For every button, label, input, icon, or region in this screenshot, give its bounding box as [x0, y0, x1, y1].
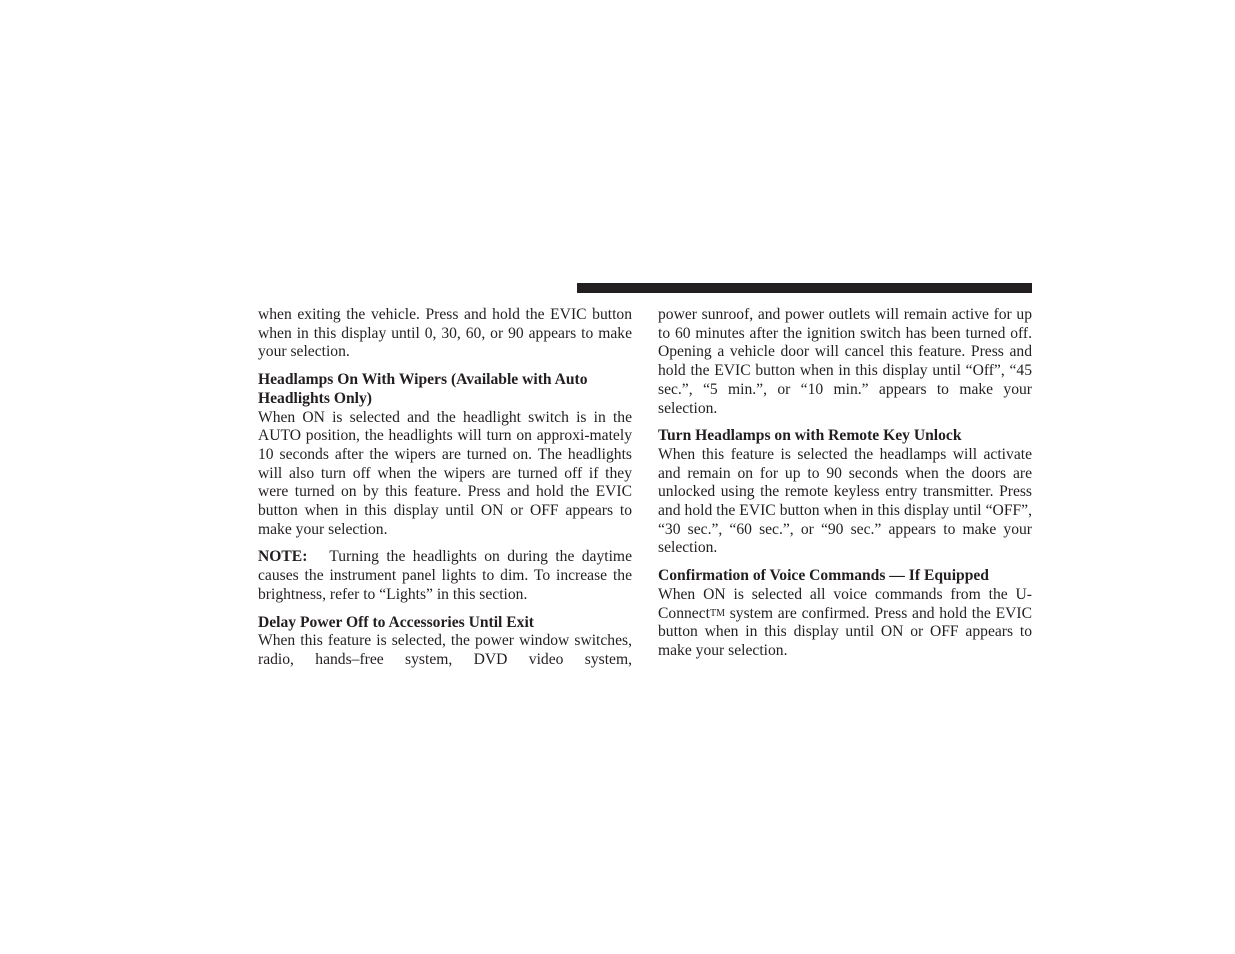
- delay-power-section: [258, 614, 632, 670]
- note-paragraph: [258, 548, 632, 604]
- remote-key-heading: Turn Headlamps on with Remote Key Unlock: [658, 427, 962, 445]
- voice-commands-heading: Confirmation of Voice Commands — If Equipped: [658, 567, 989, 585]
- section-header-rule: [577, 283, 1032, 293]
- remote-key-section: [658, 427, 1032, 558]
- headlamps-wipers-body: When ON is selected and the headlight switch is in the AUTO position, the headlights will turn on approxi-mately 10 seconds after the wipers are turned on. The headlights will also turn off when the wipers are turned off if they were turned on by this feature. Press and hold the EVIC button when in this display until ON or OFF appears to make your selection.: [258, 408, 632, 538]
- delay-power-heading: Delay Power Off to Accessories Until Exit: [258, 613, 535, 631]
- note-label: NOTE:: [258, 548, 308, 566]
- voice-commands-section: [658, 567, 1032, 661]
- note-text: Turning the headlights on during the daytime causes the instrument panel lights to dim. To increase the brightness, refer to “Lights” in this section.: [258, 548, 632, 603]
- right-column: [658, 306, 1032, 670]
- headlamps-wipers-section: [258, 371, 632, 539]
- intro-paragraph: when exiting the vehicle. Press and hold the EVIC button when in this display until 0, 30, 60, or 90 appears to make your selection.: [258, 306, 632, 361]
- continuation-paragraph: power sunroof, and power outlets will remain active for up to 60 minutes after the ignition switch has been turned off. Opening a vehicle door will cancel this feature. Press and hold the EVIC button when in this display until “Off”, “45 sec.”, “5 min.”, or “10 min.” appears to make your selection.: [658, 306, 1032, 417]
- remote-key-body: When this feature is selected the headlamps will activate and remain on for up to 90 seconds when the doors are unlocked using the remote keyless entry transmitter. Press and hold the EVIC button when in this display until “OFF”, “30 sec.”, “60 sec.”, or “90 sec.” appears to make your selection.: [658, 445, 1032, 557]
- voice-commands-body: [658, 586, 1032, 661]
- voice-commands-body-start: When ON is selected all voice commands from the U-Connect: [658, 585, 1032, 622]
- voice-commands-body-end: system are confirmed. Press and hold the EVIC button when in this display until ON or OFF appears to make your selection.: [658, 604, 1032, 659]
- left-column: [258, 306, 632, 679]
- trademark-mark: TM: [709, 607, 725, 619]
- delay-power-body: When this feature is selected, the power window switches, radio, hands–free system, DVD video system,: [258, 632, 632, 668]
- headlamps-wipers-heading: Headlamps On With Wipers (Available with Auto Headlights Only): [258, 371, 588, 407]
